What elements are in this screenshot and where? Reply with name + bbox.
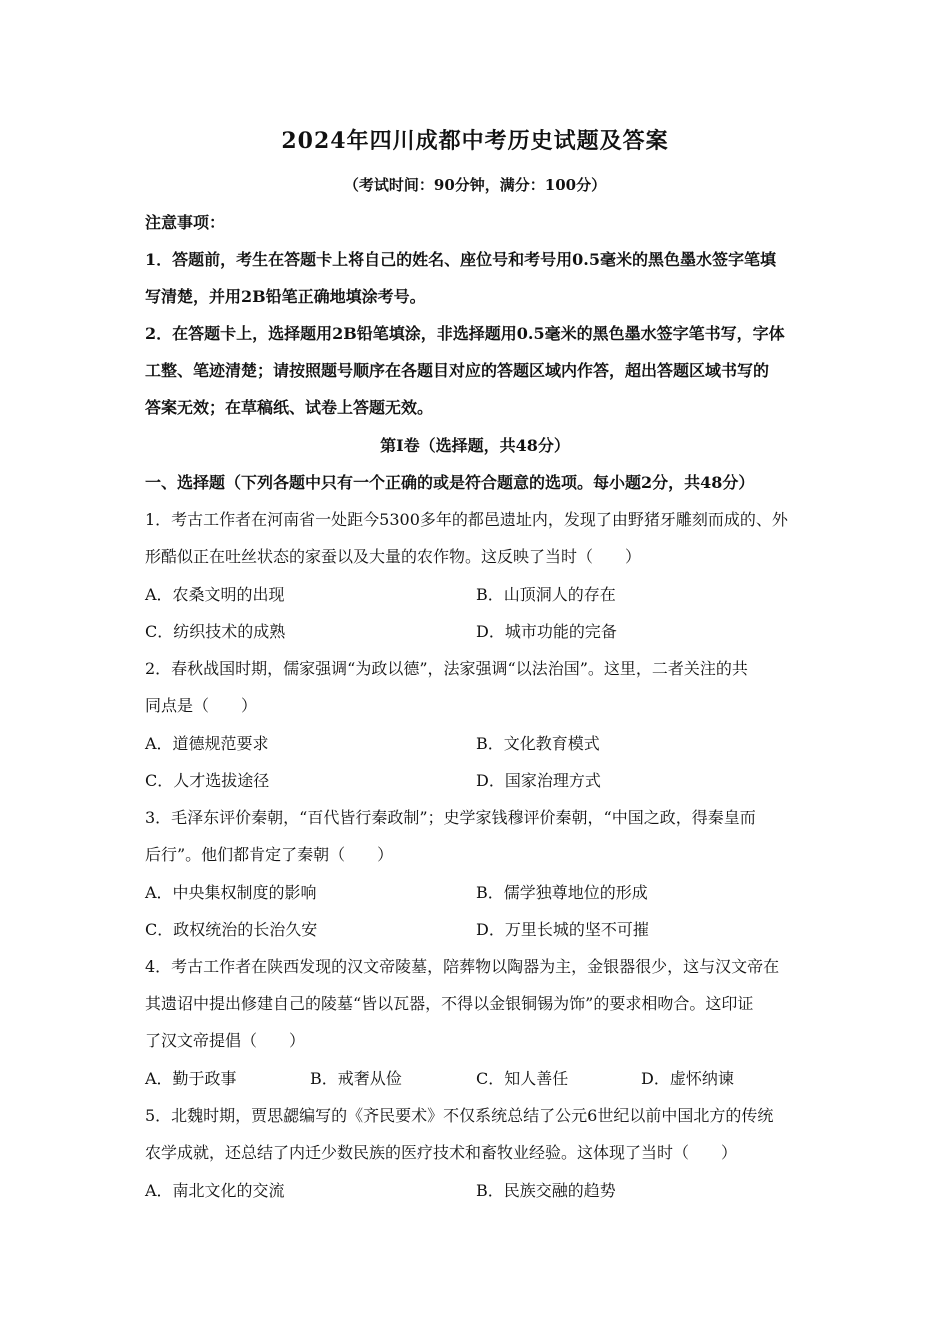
question-4-text: 4．考古工作者在陕西发现的汉文帝陵墓，陪葬物以陶器为主，金银器很少，这与汉文帝在 xyxy=(145,957,780,976)
question-3-text: 3．毛泽东评价秦朝，“百代皆行秦政制”；史学家钱穆评价秦朝，“中国之政，得秦皇而 xyxy=(145,808,756,827)
page-title: 2024年四川成都中考历史试题及答案 xyxy=(281,128,669,154)
question-2-option-d: D．国家治理方式 xyxy=(476,771,601,790)
question-4-option-c: C．知人善任 xyxy=(476,1069,569,1088)
question-5-text: 农学成就，还总结了内迁少数民族的医疗技术和畜牧业经验。这体现了当时（ ） xyxy=(145,1143,738,1162)
question-2-option-b: B．文化教育模式 xyxy=(476,734,600,753)
question-5-option-a: A．南北文化的交流 xyxy=(145,1181,285,1200)
question-4-text: 其遗诏中提出修建自己的陵墓“皆以瓦器，不得以金银铜锡为饰”的要求相吻合。这印证 xyxy=(145,994,754,1013)
question-2-option-c: C．人才选拔途径 xyxy=(145,771,270,790)
question-2-option-a: A．道德规范要求 xyxy=(145,734,269,753)
question-1-option-c: C．纺织技术的成熟 xyxy=(145,622,286,641)
question-3-option-a: A．中央集权制度的影响 xyxy=(145,883,317,902)
question-4-option-b: B．戒奢从俭 xyxy=(310,1069,402,1088)
question-1-option-a: A．农桑文明的出现 xyxy=(145,585,285,604)
question-2-text: 2．春秋战国时期，儒家强调“为政以德”，法家强调“以法治国”。这里，二者关注的共 xyxy=(145,659,748,678)
notice-line: 2．在答题卡上，选择题用2B铅笔填涂，非选择题用0.5毫米的黑色墨水签字笔书写，字体 xyxy=(145,324,785,343)
question-4-option-d: D．虚怀纳谏 xyxy=(641,1069,734,1088)
question-1-option-d: D．城市功能的完备 xyxy=(476,622,617,641)
question-4-text: 了汉文帝提倡（ ） xyxy=(145,1031,306,1050)
exam-subtitle: （考试时间：90分钟，满分：100分） xyxy=(343,176,607,194)
question-1-text: 1．考古工作者在河南省一处距今5300多年的都邑遗址内，发现了由野猪牙雕刻而成的、外 xyxy=(145,510,788,529)
notice-line: 工整、笔迹清楚；请按照题号顺序在各题目对应的答题区域内作答，超出答题区域书写的 xyxy=(145,361,770,380)
question-3-option-c: C．政权统治的长治久安 xyxy=(145,920,318,939)
question-3-text: 后行”。他们都肯定了秦朝（ ） xyxy=(145,845,394,864)
notice-line: 写清楚，并用2B铅笔正确地填涂考号。 xyxy=(145,287,426,306)
question-1-text: 形酷似正在吐丝状态的家蚕以及大量的农作物。这反映了当时（ ） xyxy=(145,547,642,566)
question-5-option-b: B．民族交融的趋势 xyxy=(476,1181,616,1200)
part-heading: 第Ⅰ卷（选择题，共48分） xyxy=(380,436,570,455)
question-3-option-d: D．万里长城的坚不可摧 xyxy=(476,920,649,939)
question-2-text: 同点是（ ） xyxy=(145,696,258,715)
notice-line: 答案无效；在草稿纸、试卷上答题无效。 xyxy=(145,398,434,417)
section-heading: 一、选择题（下列各题中只有一个正确的或是符合题意的选项。每小题2分，共48分） xyxy=(145,473,755,492)
notice-line: 1．答题前，考生在答题卡上将自己的姓名、座位号和考号用0.5毫米的黑色墨水签字笔填 xyxy=(145,250,776,269)
question-1-option-b: B．山顶洞人的存在 xyxy=(476,585,616,604)
question-4-option-a: A．勤于政事 xyxy=(145,1069,237,1088)
notice-heading: 注意事项： xyxy=(145,213,226,232)
question-3-option-b: B．儒学独尊地位的形成 xyxy=(476,883,648,902)
question-5-text: 5．北魏时期，贾思勰编写的《齐民要术》不仅系统总结了公元6世纪以前中国北方的传统 xyxy=(145,1106,774,1125)
